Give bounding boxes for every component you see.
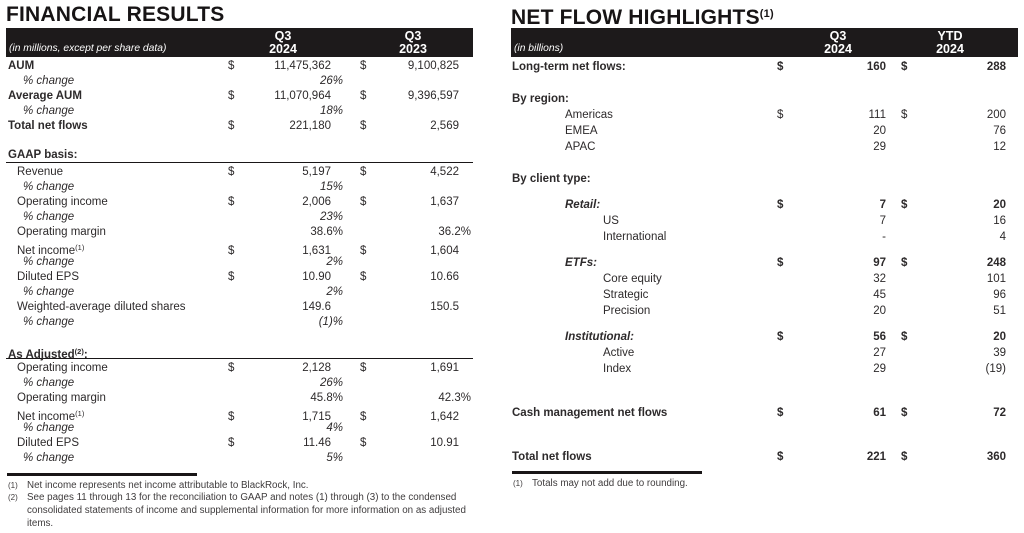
row-label: Americas [565, 109, 613, 121]
table-row [6, 240, 473, 255]
cell-value: 51 [993, 305, 1006, 317]
footnote-text: Net income represents net income attributable to BlackRock, Inc. [27, 479, 309, 491]
footnote-marker: (1) [8, 480, 18, 490]
cell-value: 2,006 [302, 196, 331, 208]
cell-value: 288 [986, 61, 1006, 73]
dollar-sign: $ [360, 362, 367, 374]
row-label: Net income$^{(1)}$ [17, 409, 85, 423]
table-row [511, 345, 1018, 361]
cell-value: 248 [986, 257, 1006, 269]
table-row [511, 171, 1018, 187]
dollar-sign: $ [901, 109, 908, 121]
cell-value: 23% [319, 211, 343, 223]
dollar-sign: $ [777, 199, 784, 211]
footnote-text: Totals may not add due to rounding. [532, 477, 688, 489]
table-row [511, 123, 1018, 139]
row-label: GAAP basis: [8, 149, 78, 161]
table-row [6, 315, 473, 330]
table-row [6, 119, 473, 134]
table-row [511, 329, 1018, 345]
table-row [511, 59, 1018, 75]
footnote [6, 492, 473, 530]
cell-value: - [882, 231, 886, 243]
cell-value: 1,637 [430, 196, 459, 208]
dollar-sign: $ [901, 451, 908, 463]
row-label: ETFs: [565, 257, 597, 269]
dollar-sign: $ [777, 61, 784, 73]
table-row [511, 107, 1018, 123]
table-row [6, 74, 473, 89]
dollar-sign: $ [228, 166, 235, 178]
dollar-sign: $ [360, 271, 367, 283]
row-label: Core equity [603, 273, 662, 285]
dollar-sign: $ [228, 271, 235, 283]
unit-note: (in billions) [514, 43, 564, 54]
dollar-sign: $ [777, 451, 784, 463]
dollar-sign: $ [777, 109, 784, 121]
dollar-sign: $ [228, 196, 235, 208]
dollar-sign: $ [360, 411, 367, 423]
cell-value: 36.2% [438, 226, 471, 238]
column-header-line: Q3 [829, 29, 847, 43]
cell-value: (19) [985, 363, 1006, 375]
table-row [511, 91, 1018, 107]
cell-value: 29 [873, 363, 886, 375]
row-label: Diluted EPS [17, 437, 80, 449]
row-label: Institutional: [565, 331, 634, 343]
cell-value: 38.6% [310, 226, 343, 238]
row-spacer [511, 319, 1018, 329]
table-row [511, 287, 1018, 303]
footnote-text: See pages 11 through 13 for the reconciliation to GAAP and notes (1) through (3) to the condensed consolidated statements of income and supplemental information for more information on as adjusted items. [27, 492, 466, 529]
dollar-sign: $ [901, 407, 908, 419]
cell-value: 20 [873, 305, 886, 317]
table-row [511, 229, 1018, 245]
cell-value: 27 [873, 347, 886, 359]
row-label: % change [23, 286, 75, 298]
cell-value: 10.66 [430, 271, 459, 283]
cell-value: 221 [866, 451, 886, 463]
cell-value: 45 [873, 289, 886, 301]
column-header-q3-2024 [777, 28, 886, 57]
row-spacer [6, 330, 473, 344]
table-row [511, 449, 1018, 465]
footnote-marker: (1) [75, 409, 85, 418]
dollar-sign: $ [360, 437, 367, 449]
table-row [6, 104, 473, 119]
cell-value: 20 [993, 331, 1006, 343]
column-header-line: YTD [937, 29, 963, 43]
row-label: % change [23, 75, 75, 87]
dollar-sign: $ [360, 166, 367, 178]
cell-value: (1)% [318, 316, 343, 328]
cell-value: 5,197 [302, 166, 331, 178]
net-flow-rows [511, 59, 1018, 465]
row-label: Operating income [17, 362, 108, 374]
row-label: Retail: [565, 199, 601, 211]
cell-value: 20 [873, 125, 886, 137]
column-header-line: 2024 [824, 42, 852, 56]
row-label: % change [23, 181, 75, 193]
dollar-sign: $ [777, 257, 784, 269]
row-label: International [603, 231, 667, 243]
row-label: Weighted-average diluted shares [17, 301, 186, 313]
table-row [6, 195, 473, 210]
table-row [511, 255, 1018, 271]
dollar-sign: $ [901, 257, 908, 269]
cell-value: 56 [873, 331, 886, 343]
column-header-line: 2024 [269, 42, 297, 56]
table-row [6, 361, 473, 376]
row-label: Total net flows [8, 120, 88, 132]
table-row [511, 303, 1018, 319]
table-row [6, 270, 473, 285]
cell-value: 1,691 [430, 362, 459, 374]
cell-value: 72 [993, 407, 1006, 419]
column-header-ytd-2024 [886, 28, 1006, 57]
cell-value: 32 [873, 273, 886, 285]
financial-results-panel [6, 3, 473, 531]
dollar-sign: $ [228, 60, 235, 72]
row-label: Operating margin [17, 226, 106, 238]
table-row [6, 436, 473, 451]
row-label: Operating margin [17, 392, 106, 404]
section-header-row [6, 344, 473, 359]
column-header-line: 2024 [936, 42, 964, 56]
cell-value: 1,631 [302, 245, 331, 257]
table-row [511, 197, 1018, 213]
dollar-sign: $ [777, 331, 784, 343]
row-label: By region: [512, 93, 569, 105]
row-spacer [6, 134, 473, 148]
dollar-sign: $ [360, 196, 367, 208]
row-label: Long-term net flows: [512, 61, 626, 73]
cell-value: 200 [986, 109, 1006, 121]
row-label: % change [23, 256, 75, 268]
dollar-sign: $ [360, 90, 367, 102]
row-label: Strategic [603, 289, 649, 301]
row-spacer [511, 155, 1018, 171]
table-row [511, 213, 1018, 229]
footnote-marker: (1) [513, 478, 523, 488]
row-label: Cash management net flows [512, 407, 668, 419]
row-label: Net income$^{(1)}$ [17, 243, 85, 257]
table-row [6, 376, 473, 391]
title-footnote-marker: (1) [759, 8, 774, 20]
cell-value: 9,100,825 [407, 60, 459, 72]
row-spacer [511, 245, 1018, 255]
table-row [511, 405, 1018, 421]
footnote [511, 478, 1018, 491]
row-label: EMEA [565, 125, 598, 137]
cell-value: 149.6 [302, 301, 331, 313]
cell-value: 2,128 [302, 362, 331, 374]
cell-value: 45.8% [310, 392, 343, 404]
cell-value: 101 [986, 273, 1006, 285]
row-label: Operating income [17, 196, 108, 208]
row-label: APAC [565, 141, 596, 153]
cell-value: 61 [873, 407, 886, 419]
cell-value: 111 [868, 109, 886, 121]
cell-value: 76 [993, 125, 1006, 137]
financial-results-header-bar [6, 28, 473, 57]
net-flow-header-bar [511, 28, 1018, 57]
column-header-q3-2023 [331, 28, 459, 57]
dollar-sign: $ [228, 437, 235, 449]
cell-value: 7 [879, 199, 886, 211]
dollar-sign: $ [228, 90, 235, 102]
row-label: Index [603, 363, 632, 375]
cell-value: 96 [993, 289, 1006, 301]
row-label: Diluted EPS [17, 271, 80, 283]
row-label: As Adjusted$^{(2)}$: [8, 347, 88, 361]
table-row [6, 451, 473, 466]
row-label: Total net flows [512, 451, 592, 463]
unit-note: (in millions, except per share data) [9, 43, 167, 54]
cell-value: 4,522 [430, 166, 459, 178]
cell-value: 42.3% [438, 392, 471, 404]
cell-value: 26% [319, 75, 343, 87]
cell-value: 2,569 [430, 120, 459, 132]
cell-value: 221,180 [289, 120, 331, 132]
column-header-q3-2024 [228, 28, 331, 57]
footnote-marker: (2) [8, 493, 18, 503]
row-label: Revenue [17, 166, 64, 178]
cell-value: 2% [326, 286, 343, 298]
section-header-row [6, 148, 473, 163]
row-label: % change [23, 422, 75, 434]
dollar-sign: $ [360, 60, 367, 72]
table-row [6, 285, 473, 300]
dollar-sign: $ [901, 331, 908, 343]
column-header-line: 2023 [399, 42, 427, 56]
title-text: FINANCIAL RESULTS [6, 3, 225, 26]
cell-value: 10.90 [302, 271, 331, 283]
cell-value: 9,396,597 [407, 90, 459, 102]
dollar-sign: $ [360, 245, 367, 257]
dollar-sign: $ [228, 245, 235, 257]
table-row [6, 165, 473, 180]
table-row [511, 271, 1018, 287]
row-label: By client type: [512, 173, 591, 185]
row-label: % change [23, 452, 75, 464]
cell-value: 7 [879, 215, 886, 227]
cell-value: 20 [993, 199, 1006, 211]
cell-value: 15% [319, 181, 343, 193]
table-row [6, 225, 473, 240]
cell-value: 1,642 [430, 411, 459, 423]
column-header-line: Q3 [404, 29, 422, 43]
row-spacer [511, 187, 1018, 197]
cell-value: 4 [999, 231, 1006, 243]
table-row [6, 180, 473, 195]
table-row [6, 406, 473, 421]
cell-value: 11,475,362 [274, 60, 331, 72]
row-label: Average AUM [8, 90, 82, 102]
financial-results-footnotes [6, 480, 473, 531]
table-row [6, 300, 473, 315]
table-row [511, 361, 1018, 377]
table-row [6, 59, 473, 74]
dollar-sign: $ [360, 120, 367, 132]
table-row [511, 139, 1018, 155]
footnote-rule [512, 471, 702, 474]
cell-value: 160 [866, 61, 886, 73]
cell-value: 18% [319, 105, 343, 117]
cell-value: 11.46 [303, 437, 331, 449]
dollar-sign: $ [901, 199, 908, 211]
financial-results-rows [6, 59, 473, 466]
dollar-sign: $ [901, 61, 908, 73]
row-label: Active [603, 347, 635, 359]
table-row [6, 89, 473, 104]
row-label: % change [23, 211, 75, 223]
footnote [6, 480, 473, 493]
cell-value: 10.91 [430, 437, 459, 449]
dollar-sign: $ [228, 411, 235, 423]
cell-value: 360 [986, 451, 1006, 463]
dollar-sign: $ [228, 362, 235, 374]
title-text: NET FLOW HIGHLIGHTS [511, 6, 760, 29]
row-label: % change [23, 105, 75, 117]
cell-value: 150.5 [430, 301, 459, 313]
footnote-marker: (2) [74, 347, 84, 356]
cell-value: 1,715 [302, 411, 331, 423]
footnote-marker: (1) [75, 243, 85, 252]
row-spacer [511, 421, 1018, 449]
cell-value: 12 [993, 141, 1006, 153]
row-label: % change [23, 377, 75, 389]
table-row [6, 391, 473, 406]
row-label: AUM [8, 60, 35, 72]
column-header-line: Q3 [274, 29, 292, 43]
footnote-rule [7, 473, 197, 476]
table-row [6, 210, 473, 225]
net-flow-highlights-panel [511, 3, 1018, 490]
dollar-sign: $ [777, 407, 784, 419]
row-label: Precision [603, 305, 651, 317]
cell-value: 39 [993, 347, 1006, 359]
net-flow-footnotes [511, 478, 1018, 491]
cell-value: 11,070,964 [274, 90, 331, 102]
row-label: US [603, 215, 619, 227]
net-flow-highlights-title [511, 3, 1018, 28]
cell-value: 29 [873, 141, 886, 153]
cell-value: 16 [993, 215, 1006, 227]
cell-value: 1,604 [430, 245, 459, 257]
cell-value: 97 [873, 257, 886, 269]
cell-value: 26% [319, 377, 343, 389]
cell-value: 2% [326, 256, 343, 268]
cell-value: 5% [326, 452, 343, 464]
row-label: % change [23, 316, 75, 328]
row-spacer [511, 377, 1018, 405]
financial-results-title [6, 3, 473, 28]
dollar-sign: $ [228, 120, 235, 132]
cell-value: 4% [326, 422, 343, 434]
row-spacer [511, 75, 1018, 91]
